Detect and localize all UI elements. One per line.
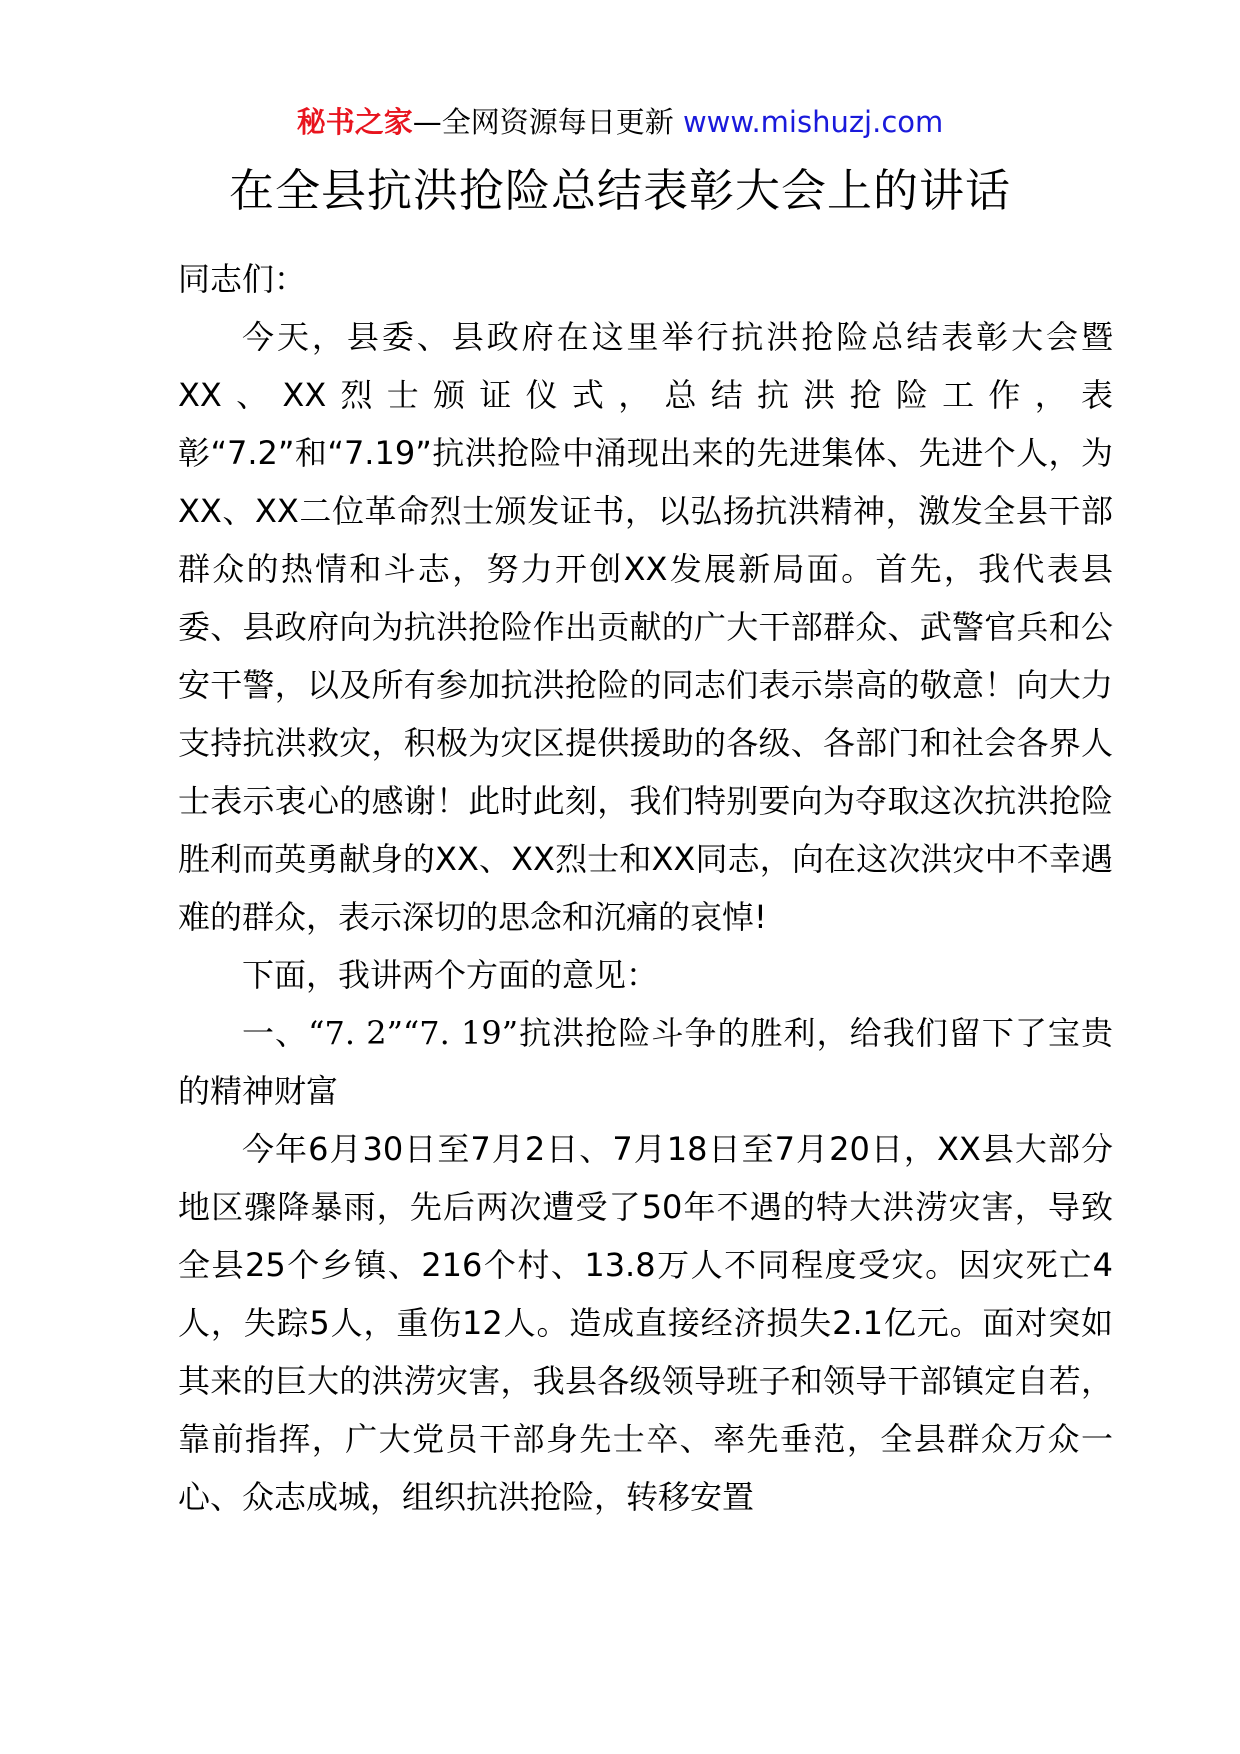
document-body [178,250,1113,1526]
paragraph-transition: 下面，我讲两个方面的意见： [242,956,659,994]
brand-name: 秘书之家 [296,105,413,139]
paragraph-opening: 今天，县委、县政府在这里举行抗洪抢险总结表彰大会暨XX、XX烈士颁证仪式，总结抗洪抢险工作，表彰“7.2”和“7.19”抗洪抢险中涌现出来的先进集体、先进个人，为XX、XX二位革命烈士颁发证书，以弘扬抗洪精神，激发全县干部群众的热情和斗志，努力开创XX发展新局面。首先，我代表县委、县政府向为抗洪抢险作出贡献的广大干部群众、武警官兵和公安干警，以及所有参加抗洪抢险的同志们表示崇高的敬意！向大力支持抗洪救灾，积极为灾区提供援助的各级、各部门和社会各界人士表示衷心的感谢！此时此刻，我们特别要向为夺取这次抗洪抢险胜利而英勇献身的XX、XX烈士和XX同志，向在这次洪灾中不幸遇难的群众，表示深切的思念和沉痛的哀悼! [178,318,1113,936]
salutation: 同志们： [178,260,307,298]
section-heading-one: 一、“7. 2”“7. 19”抗洪抢险斗争的胜利，给我们留下了宝贵的精神财富 [178,1014,1113,1110]
site-url-link[interactable]: www.mishuzj.com [682,105,944,139]
document-title: 在全县抗洪抢险总结表彰大会上的讲话 [228,164,1011,217]
site-header [0,100,1240,144]
site-tagline: —全网资源每日更新 [412,105,683,139]
paragraph-section-one: 今年6月30日至7月2日、7月18日至7月20日，XX县大部分地区骤降暴雨，先后两次遭受了50年不遇的特大洪涝灾害，导致全县25个乡镇、216个村、13.8万人不同程度受灾。因灾死亡4人，失踪5人，重伤12人。造成直接经济损失2.1亿元。面对突如其来的巨大的洪涝灾害，我县各级领导班子和领导干部镇定自若，靠前指挥，广大党员干部身先士卒、率先垂范，全县群众万众一心、众志成城，组织抗洪抢险，转移安置 [178,1130,1113,1516]
